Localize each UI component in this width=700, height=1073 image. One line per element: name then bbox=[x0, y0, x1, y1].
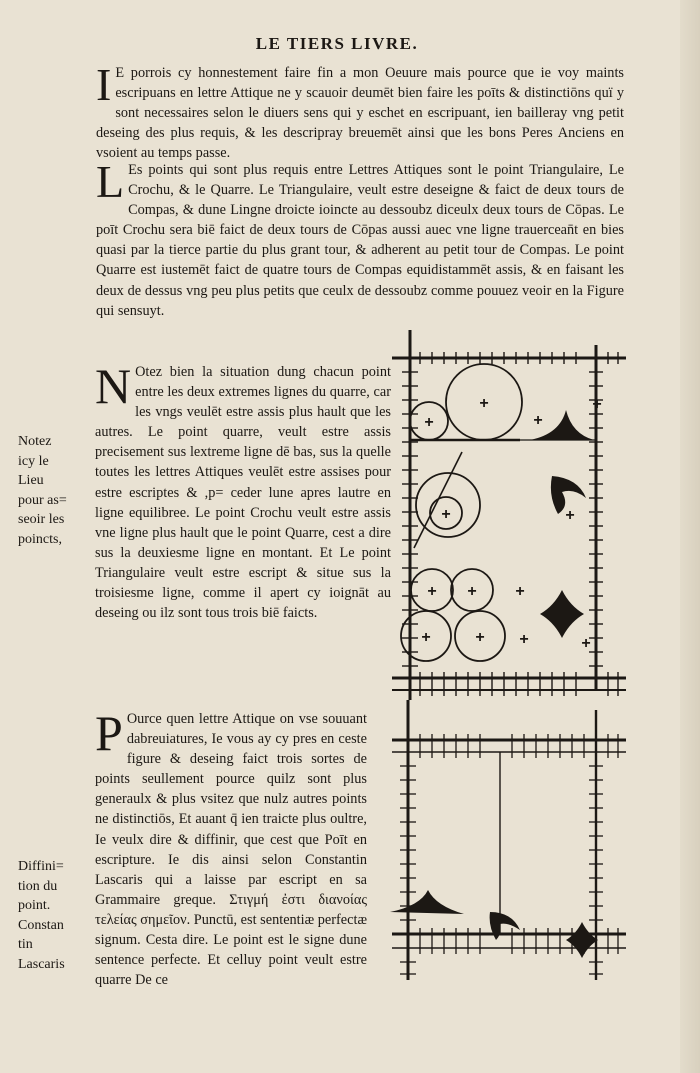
margin-note-line: Lascaris bbox=[18, 956, 65, 972]
plus-mark: + bbox=[515, 583, 525, 600]
plus-mark: + bbox=[533, 412, 543, 429]
plus-mark: + bbox=[475, 629, 485, 646]
plus-mark: + bbox=[424, 414, 434, 431]
triangular-point bbox=[390, 890, 464, 914]
crochu-point-construction bbox=[414, 452, 480, 548]
paragraph-text: Otez bien la situation dung chacun point entre les deux extremes lignes du quarre, car les vngs veulēt estre assis plus hault que les autres. Le point quarre, veult estre assis precisement sus lextreme ligne dē bas, sus la quelle toutes les lettres Attiques veulēt estre assises pour estre escriptes & ,p= ceder lune apres lautre en ligne equilibree. Le point Crochu veult estre assis vne ligne plus hault que le point Quarre, cest a dire sus la deuxiesme ligne en montant. Et Le point Triangulaire veult estre escript & situe sus la troisiesme ligne, comme il apert cy ioignāt au deseing ou ilz sont tous trois biē faicts. bbox=[95, 364, 391, 622]
crochu-point bbox=[490, 912, 520, 940]
plus-mark: + bbox=[581, 635, 591, 652]
paragraph-text: Es points qui sont plus requis entre Lettres Attiques sont le point Triangulaire, Le Crochu, & le Quarre. Le Triangulaire, veult estre deseigne & faict de deux tours de Compas, & dune Lingne droicte ioincte au dessoubz diceulx deux tours de Cōpas. Le poīt Crochu sera biē faict de deux tours de Cōpas aussi auec vne ligne trauercean̄t en bies quasi par la tierce partie du plus grant tour, & adherent au petit tour de Compas. Le point Quarre est iustemēt faict de quatre tours de Compas equidistammēt assis, & en faisant les deux de dessus vng peu plus petits que ceulx de dessoubz comme pouuez veoir en la Figure qui sensuyt. bbox=[96, 162, 624, 319]
margin-note-line: seoir les bbox=[18, 512, 65, 527]
quarre-point bbox=[540, 590, 584, 638]
drop-cap-initial: P bbox=[95, 705, 123, 761]
margin-note-line: icy le bbox=[18, 453, 49, 469]
margin-note-line: Lieu bbox=[18, 473, 44, 488]
plus-mark: + bbox=[441, 506, 451, 523]
paragraph-text: E porrois cy honnestement faire fin a mon Oeuure mais pource que ie voy maints escripuans en lettre Attique ne y scauoir deumēt bien faire les poīts & distinctiōns quï y sont necessaires selon le diuers sens qui y eschet en escripuant, ien bailleray vng petit deseing des plus requis, & les descripray breuemēt ainsi que les bons Peres Anciens en vsoient au temps passe. bbox=[96, 65, 624, 162]
plus-mark: + bbox=[565, 507, 575, 524]
drop-cap-initial: I bbox=[96, 59, 112, 110]
margin-note-line: Diffini= bbox=[18, 859, 64, 874]
plus-mark: + bbox=[519, 631, 529, 648]
quarre-point-construction bbox=[401, 569, 505, 661]
margin-note-line: tin bbox=[18, 937, 33, 952]
plus-mark: + bbox=[467, 583, 477, 600]
plus-mark: + bbox=[421, 629, 431, 646]
page-edge bbox=[680, 0, 700, 1073]
margin-note-line: tion du bbox=[18, 878, 58, 894]
paragraph-text: Ource quen lettre Attique on vse souuant dabreuiatures, Ie vous ay cy pres en ceste figure & deseing faict trois sortes de points seullement pource quilz sont plus generaulx & plus vsitez que nulz autres points ne distinctiōs, Et auant q̄ ien traicte plus oultre, Ie veulx dire & diffinir, que cest que Poīt en escripture. Ie dis ainsi selon Constantin Lascaris qui a laisse par escript en sa Grammaire greque. Στιγμή ἐστι διανοίας τελείας σημεῖον. Punctū, est sententiæ perfectæ signum. Cesta dire. Le point est le signe dune sentence perfecte. Et celluy point veult estre quarre De ce bbox=[95, 711, 367, 989]
plus-mark: + bbox=[592, 396, 602, 413]
margin-note-line: Constan bbox=[18, 917, 64, 933]
running-title: LE TIERS LIVRE. bbox=[255, 34, 419, 53]
drop-cap-initial: L bbox=[96, 156, 125, 207]
margin-note-line: poincts, bbox=[18, 531, 62, 547]
margin-note-line: Notez bbox=[18, 434, 52, 449]
plus-mark: + bbox=[479, 395, 489, 412]
drop-cap-initial: N bbox=[95, 358, 132, 414]
margin-note-line: pour as= bbox=[18, 492, 67, 508]
margin-note-line: point. bbox=[18, 898, 51, 913]
quarre-point bbox=[566, 922, 598, 958]
plus-mark: + bbox=[427, 583, 437, 600]
